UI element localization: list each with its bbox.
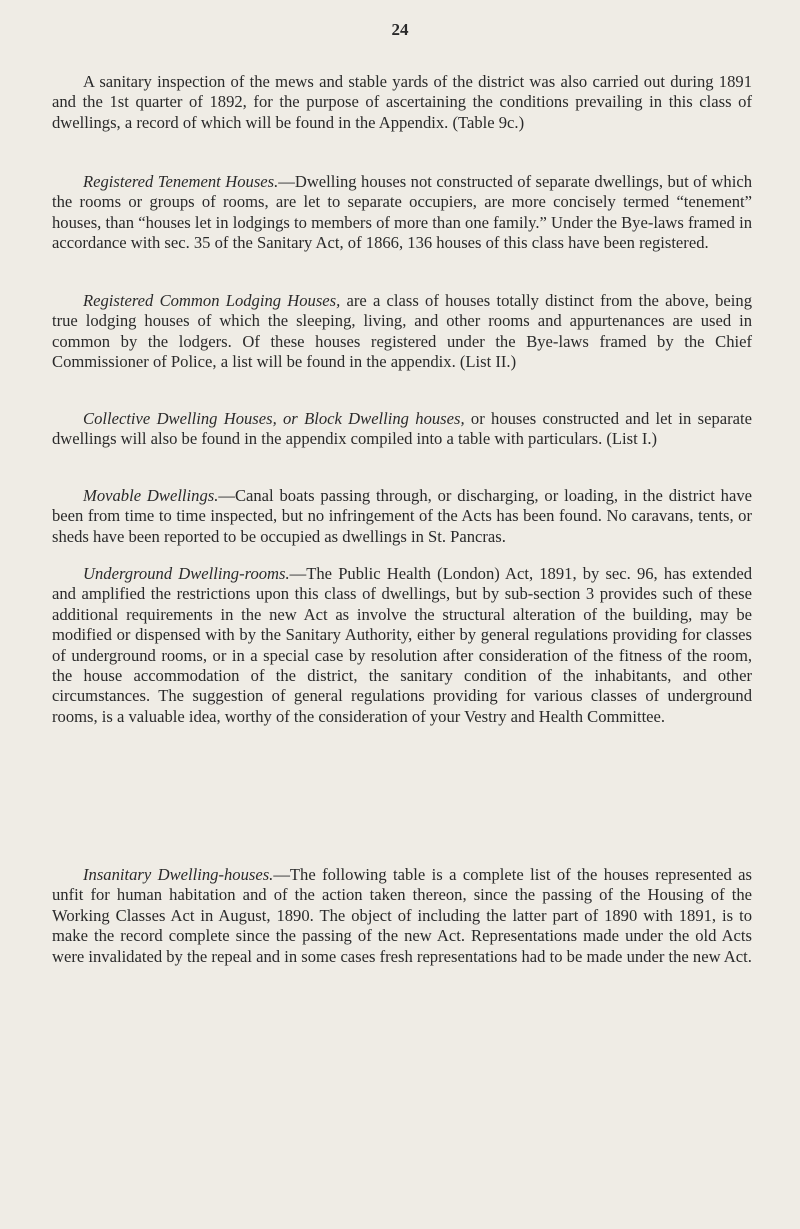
paragraph-movable-dwellings — [52, 486, 752, 547]
paragraph-heading: Underground Dwelling-rooms. — [83, 564, 290, 583]
paragraph-heading: Registered Tenement Houses. — [83, 172, 279, 191]
paragraph-text: —Dwelling houses not constructed of separate dwellings, but of which the rooms or groups of rooms, are let to separate occupiers, are more concisely termed “tenement” houses, than “houses let in lodgings to members of more than one family.” Under the Bye-laws framed in accordance with sec. 35 of the Sanitary Act, of 1866, 136 houses of this class have been registered. — [52, 172, 752, 253]
paragraph-heading: Registered Common Lodging Houses, — [83, 291, 341, 310]
paragraph-common-lodging-houses — [52, 291, 752, 373]
paragraph-text: A sanitary inspection of the mews and stable yards of the district was also carried out during 1891 and the 1st quarter of 1892, for the purpose of ascertaining the conditions prevailing in this class of dwellings, a record of which will be found in the Appendix. (Table 9c.) — [52, 72, 752, 132]
paragraph-text: or houses constructed and let in separate dwellings will also be found in the appendix compiled into a table with particulars. (List I.) — [52, 409, 752, 449]
paragraph-heading: Movable Dwellings. — [83, 486, 219, 505]
paragraph-text: —Canal boats passing through, or discharging, or loading, in the district have been from time to time inspected, but no infringement of the Acts has been found. No caravans, tents, or sheds have been reported to be occupied as dwellings in St. Pancras. — [52, 486, 752, 546]
paragraph-mews-inspection — [52, 72, 752, 133]
paragraph-text: are a class of houses totally distinct from the above, being true lodging houses of which the sleeping, living, and other rooms and appurtenances are used in common by the lodgers. Of these houses registered under the Bye-laws framed by the Chief Commissioner of Police, a list will be found in the appendix. (List II.) — [52, 291, 752, 372]
paragraph-heading: Insanitary Dwelling-houses. — [83, 865, 274, 884]
paragraph-text: —The Public Health (London) Act, 1891, by sec. 96, has extended and amplified the restrictions upon this class of dwellings, but by sub-section 3 provides such of these additional requirements in the new Act as involve the structural alteration of the building, may be modified or dispensed with by the Sanitary Authority, either by general regulations providing for classes of underground rooms, or in a special case by resolution after consideration of the fitness of the room, the house accommodation of the district, the sanitary condition of the inhabitants, and other circumstances. The suggestion of general regulations providing for various classes of underground rooms, is a valuable idea, worthy of the consideration of your Vestry and Health Committee. — [52, 564, 752, 726]
paragraph-heading: Collective Dwelling Houses, or Block Dwelling houses, — [83, 409, 465, 428]
paragraph-collective-dwelling-houses — [52, 409, 752, 450]
page-number: 24 — [391, 20, 409, 39]
paragraph-underground-dwelling-rooms — [52, 564, 752, 727]
paragraph-insanitary-dwelling-houses — [52, 865, 752, 967]
paragraph-registered-tenement-houses — [52, 172, 752, 254]
paragraph-text: —The following table is a complete list of the houses represented as unfit for human habitation and of the action taken thereon, since the passing of the Housing of the Working Classes Act in August, 1890. The object of including the latter part of 1890 with 1891, is to make the record complete since the passing of the new Act. Representations made under the old Acts were invalidated by the repeal and in some cases fresh representations had to be made under the new Act. — [52, 865, 752, 966]
